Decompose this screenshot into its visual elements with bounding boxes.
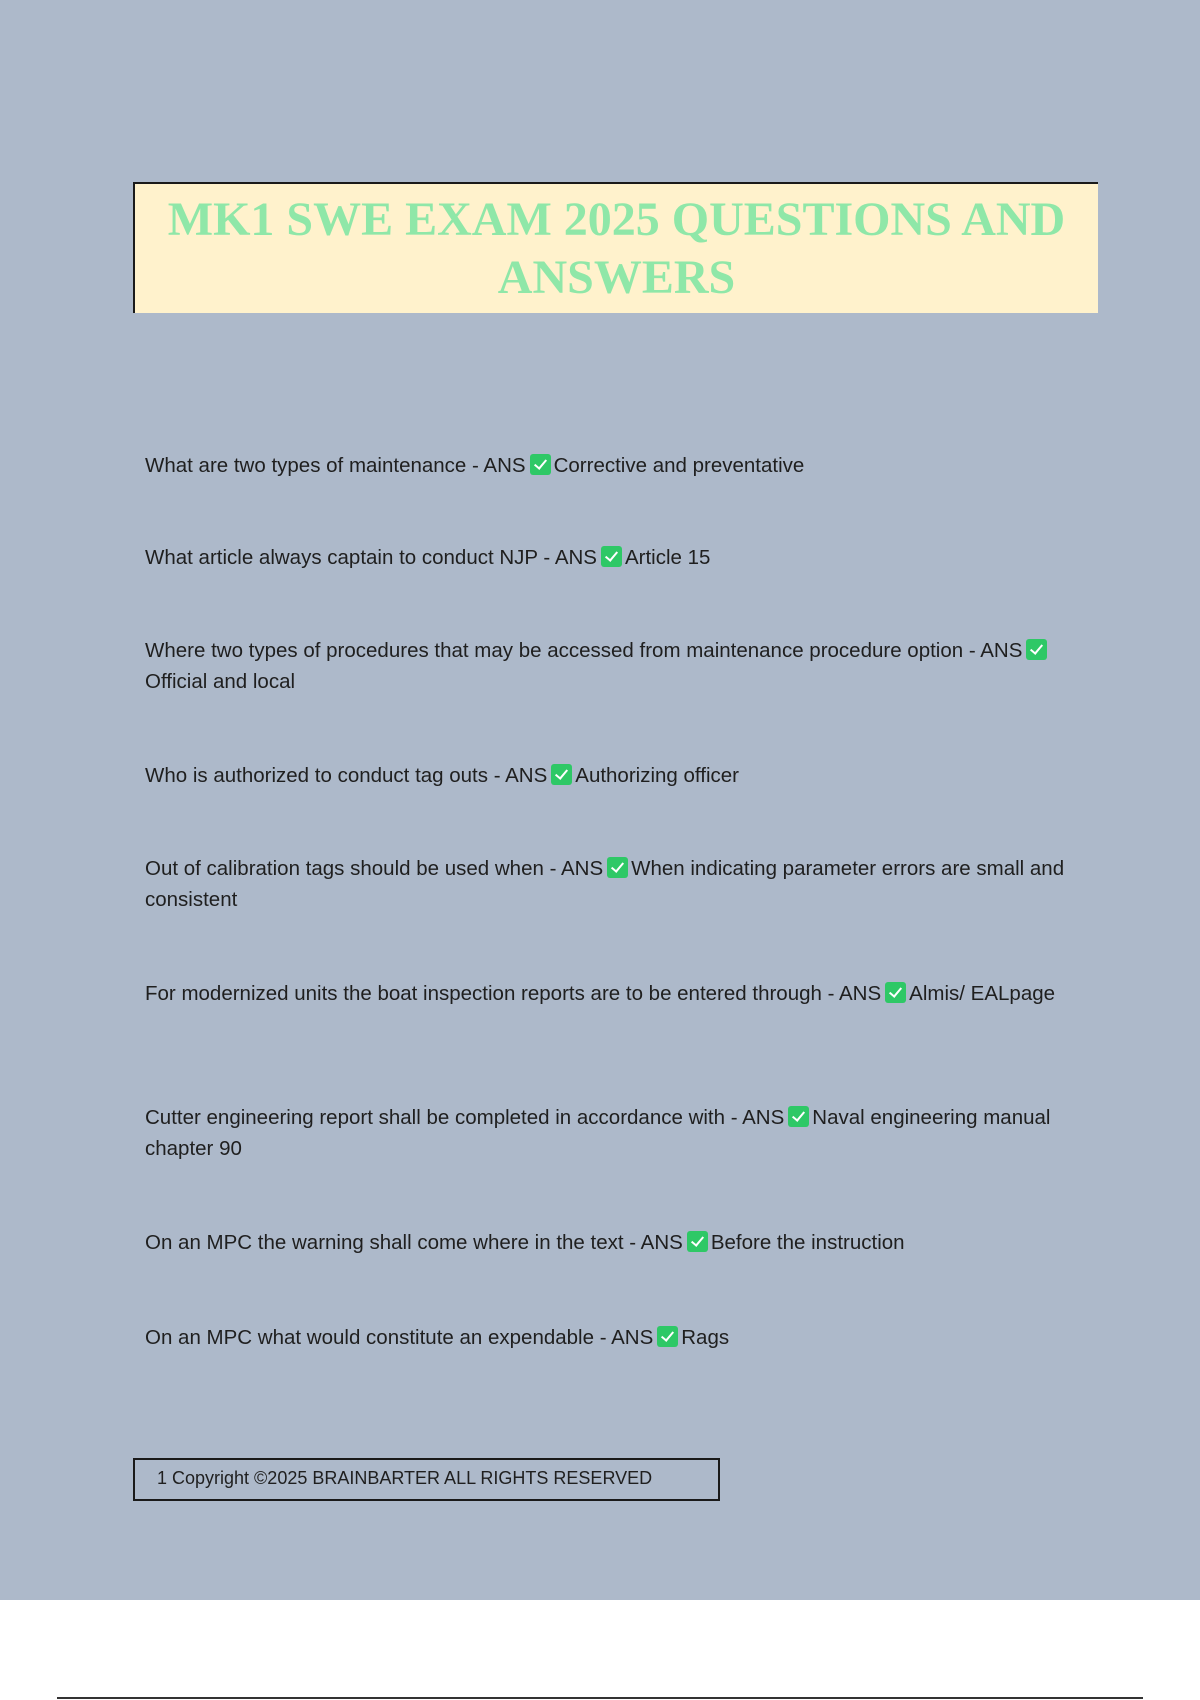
green-checkmark-icon — [607, 857, 628, 878]
qa-item — [145, 635, 1065, 697]
green-checkmark-icon — [657, 1326, 678, 1347]
ans-label: - ANS — [821, 982, 882, 1005]
answer-text: Almis/ EALpage — [909, 982, 1056, 1005]
answer-text: Official and local — [145, 670, 296, 693]
green-checkmark-icon — [601, 546, 622, 567]
green-checkmark-icon — [788, 1106, 809, 1127]
qa-item — [145, 1102, 1065, 1164]
answer-text: Naval engineering manual chapter 90 — [145, 1106, 1051, 1160]
ans-label: - ANS — [537, 546, 597, 569]
answer-text: Rags — [681, 1326, 730, 1349]
answer-text: When indicating parameter errors are small and consistent — [145, 857, 1065, 911]
question-text: What are two types of maintenance — [145, 454, 467, 477]
qa-item — [145, 1322, 1065, 1353]
answer-text: Before the instruction — [710, 1231, 905, 1254]
ans-label: - ANS — [963, 639, 1023, 662]
title-box — [133, 182, 1098, 313]
question-text: Cutter engineering report shall be completed in accordance with — [145, 1106, 726, 1129]
question-text: Who is authorized to conduct tag outs — [145, 764, 489, 787]
ans-label: - ANS — [488, 764, 548, 787]
ans-label: - ANS — [466, 454, 526, 477]
ans-label: - ANS — [623, 1231, 683, 1254]
answer-text: Authorizing officer — [575, 764, 739, 787]
question-text: For modernized units the boat inspection reports are to be entered through — [145, 982, 822, 1005]
qa-item — [145, 542, 1065, 573]
green-checkmark-icon — [1026, 639, 1047, 660]
question-text: What article always captain to conduct NJP — [145, 546, 538, 569]
question-text: On an MPC what would constitute an expendable — [145, 1326, 594, 1349]
answer-text: Article 15 — [624, 546, 711, 569]
bottom-rule — [57, 1697, 1143, 1699]
qa-item — [145, 1227, 1065, 1258]
qa-item — [145, 978, 1065, 1009]
green-checkmark-icon — [530, 454, 551, 475]
question-text: On an MPC the warning shall come where in the text — [145, 1231, 624, 1254]
qa-item — [145, 853, 1065, 915]
green-checkmark-icon — [551, 764, 572, 785]
green-checkmark-icon — [687, 1231, 708, 1252]
qa-item — [145, 760, 1065, 791]
ans-label: - ANS — [725, 1106, 785, 1129]
answer-text: Corrective and preventative — [553, 454, 805, 477]
question-text: Where two types of procedures that may be accessed from maintenance procedure option — [145, 639, 964, 662]
ans-label: - ANS — [594, 1326, 654, 1349]
ans-label: - ANS — [543, 857, 604, 880]
document-title: MK1 SWE EXAM 2025 QUESTIONS AND ANSWERS — [167, 192, 1066, 304]
green-checkmark-icon — [885, 982, 906, 1003]
qa-item — [145, 450, 1065, 481]
copyright-footer: 1 Copyright ©2025 BRAINBARTER ALL RIGHTS RESERVED — [133, 1458, 720, 1501]
question-text: Out of calibration tags should be used when — [145, 857, 544, 880]
